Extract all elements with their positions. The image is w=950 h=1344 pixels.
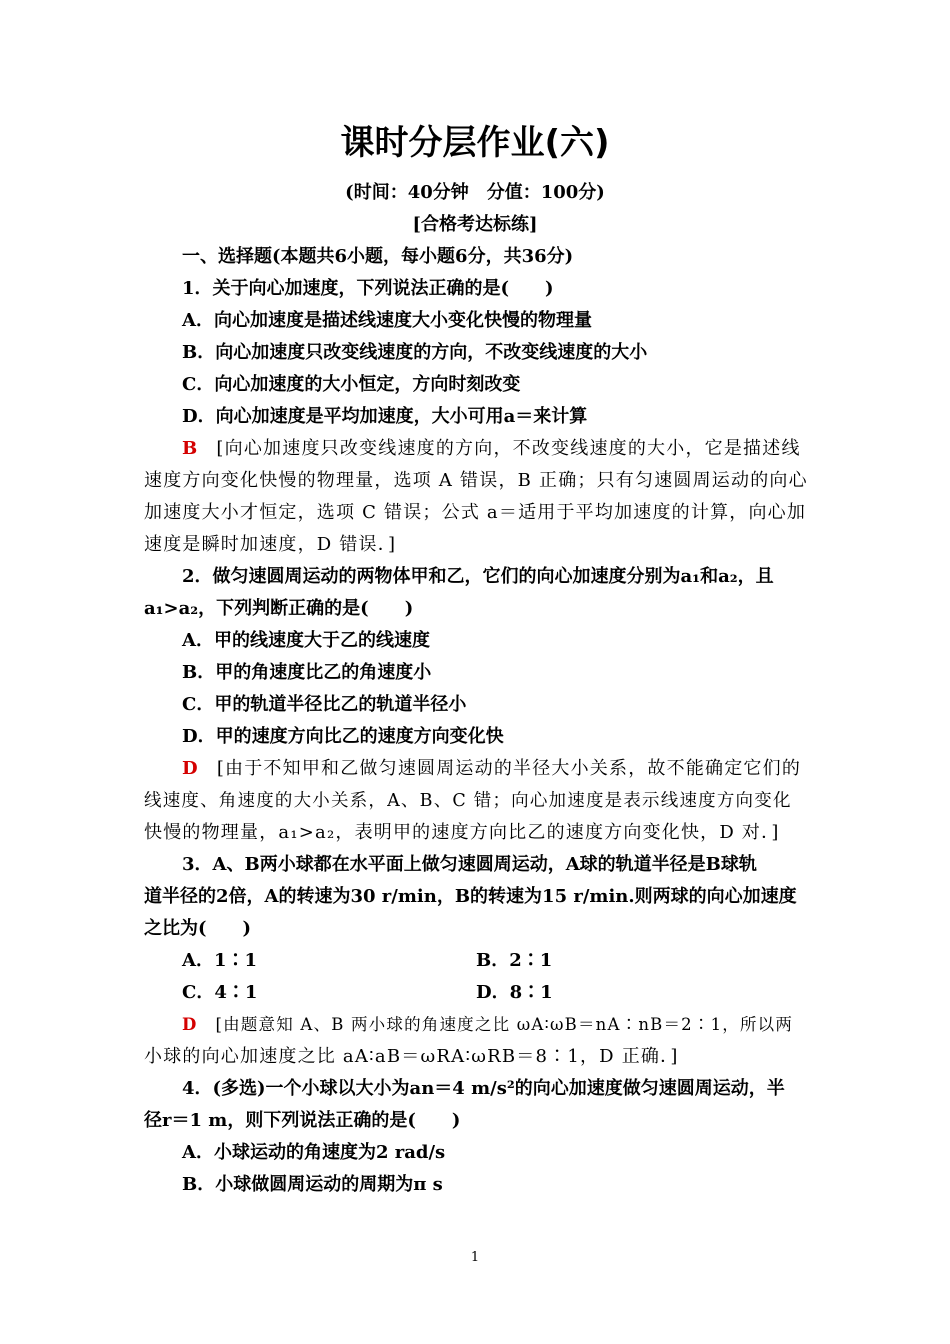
section-label: [合格考达标练] — [412, 214, 538, 235]
q2-stem-line2: a₁>a₂，下列判断正确的是( ) — [144, 598, 414, 619]
q1-explanation-line3: 加速度大小才恒定，选项 C 错误；公式 a＝适用于平均加速度的计算，向心加 — [144, 502, 807, 523]
q4-option-b: B．小球做圆周运动的周期为π s — [182, 1174, 443, 1195]
q3-stem-line1: 3．A、B两小球都在水平面上做匀速圆周运动，A球的轨道半径是B球轨 — [182, 854, 757, 875]
q3-explanation-line2: 小球的向心加速度之比 aA∶aB＝ωRA∶ωRB＝8∶1，D 正确．] — [144, 1046, 679, 1067]
q1-explanation-line4: 速度是瞬时加速度，D 错误．] — [144, 534, 397, 555]
q1-explanation-line2: 速度方向变化快慢的物理量，选项 A 错误，B 正确；只有匀速圆周运动的向心 — [144, 470, 808, 491]
q3-option-d: D．8∶1 — [476, 982, 553, 1003]
q3-stem-line2: 道半径的2倍，A的转速为30 r/min，B的转速为15 r/min.则两球的向心加速度 — [144, 886, 797, 907]
q1-option-b: B．向心加速度只改变线速度的方向，不改变线速度的大小 — [182, 342, 648, 363]
page-title: 课时分层作业(六) — [340, 123, 610, 163]
q1-option-d: D．向心加速度是平均加速度，大小可用a＝来计算 — [182, 406, 588, 427]
q2-explanation-line2: 线速度、角速度的大小关系，A、B、C 错；向心加速度是表示线速度方向变化 — [144, 791, 792, 811]
q3-stem-line3: 之比为( ) — [144, 918, 252, 939]
q4-option-a: A．小球运动的角速度为2 rad/s — [182, 1142, 446, 1163]
q1-explanation-line1: B [向心加速度只改变线速度的方向，不改变线速度的大小，它是描述线 — [182, 438, 801, 459]
q2-stem-line1: 2．做匀速圆周运动的两物体甲和乙，它们的向心加速度分别为a₁和a₂，且 — [182, 566, 774, 587]
part-heading: 一、选择题(本题共6小题，每小题6分，共36分) — [182, 246, 574, 267]
q2-option-a: A．甲的线速度大于乙的线速度 — [182, 630, 430, 651]
q2-explanation-line3: 快慢的物理量，a₁>a₂，表明甲的速度方向比乙的速度方向变化快，D 对．] — [144, 822, 780, 843]
q3-explanation-line1: D [由题意知 A、B 两小球的角速度之比 ωA∶ωB＝nA∶nB＝2∶1，所以两 — [182, 1015, 794, 1034]
q3-option-b: B．2∶1 — [476, 950, 553, 971]
q2-option-d: D．甲的速度方向比乙的速度方向变化快 — [182, 726, 504, 747]
q2-answer: D — [182, 758, 199, 779]
q2-option-b: B．甲的角速度比乙的角速度小 — [182, 662, 432, 683]
q3-option-c: C．4∶1 — [182, 982, 258, 1003]
q4-stem-line1: 4．(多选)一个小球以大小为an＝4 m/s²的向心加速度做匀速圆周运动，半 — [182, 1078, 785, 1099]
q2-explanation-line1: D [由于不知甲和乙做匀速圆周运动的半径大小关系，故不能确定它们的 — [182, 758, 802, 779]
q1-option-a: A．向心加速度是描述线速度大小变化快慢的物理量 — [182, 310, 592, 331]
q1-option-c: C．向心加速度的大小恒定，方向时刻改变 — [182, 374, 521, 395]
q2-option-c: C．甲的轨道半径比乙的轨道半径小 — [182, 694, 467, 715]
q4-stem-line2: 径r＝1 m，则下列说法正确的是( ) — [144, 1110, 461, 1131]
q3-option-a: A．1∶1 — [182, 950, 258, 971]
page-number: 1 — [470, 1250, 480, 1265]
q1-stem: 1．关于向心加速度，下列说法正确的是( ) — [182, 278, 554, 299]
q1-answer: B — [182, 438, 199, 459]
time-score-info: (时间：40分钟 分值：100分) — [345, 182, 605, 203]
q3-answer: D — [182, 1015, 198, 1034]
